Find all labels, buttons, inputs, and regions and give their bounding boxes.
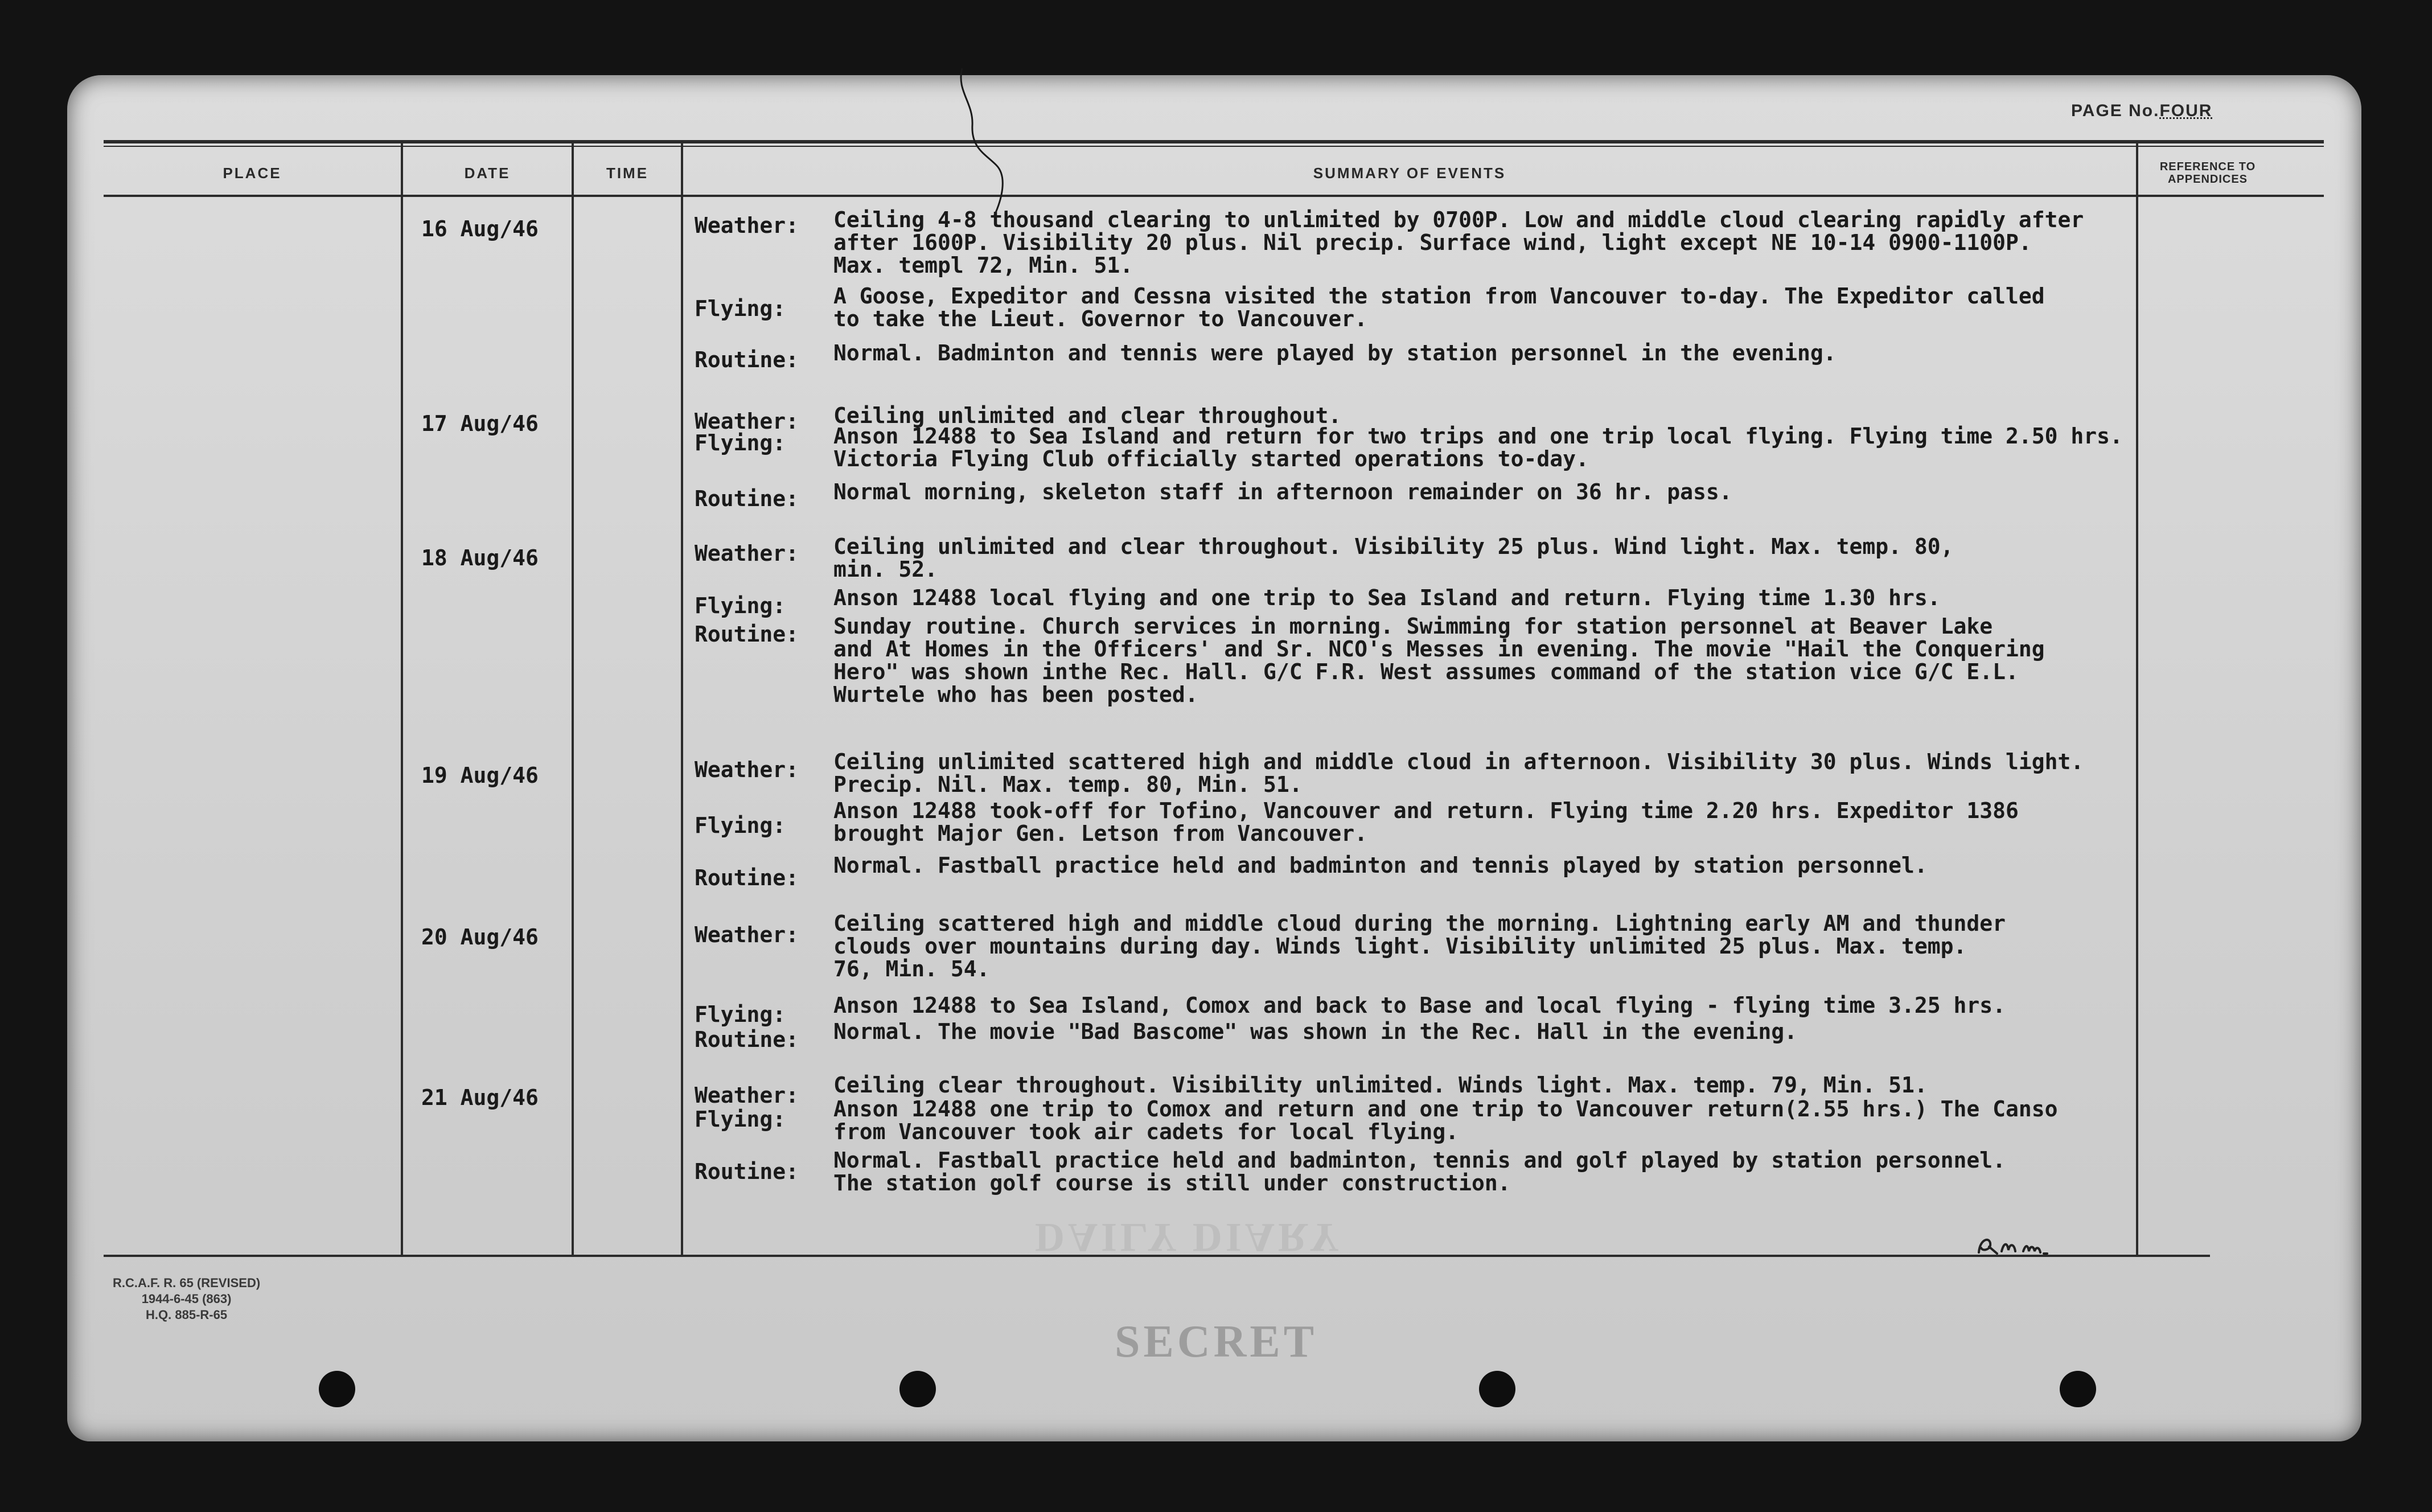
routine-label: Routine:: [695, 865, 799, 890]
routine-text: Sunday routine. Church services in morning. Swimming for station personnel at Beaver Lake and At Homes in the Officers' and Sr. NCO's Messes in evening. The movie "Hail the Conquering Hero" was shown inthe Rec. Hall. G/C F.R. West assumes command of the station vice G/C E.L. Wurtele who has been posted.: [833, 614, 2045, 707]
header-summary: SUMMARY OF EVENTS: [1313, 165, 1506, 182]
header-top-rule: [104, 140, 2324, 143]
weather-text: Ceiling unlimited and clear throughout. Visibility 25 plus. Wind light. Max. temp. 80, min. 52.: [833, 534, 1954, 582]
routine-label: Routine:: [695, 622, 799, 647]
weather-text: Ceiling unlimited and clear throughout.: [833, 403, 1342, 428]
form-print-date: 1944-6-45 (863): [141, 1292, 232, 1306]
entry-date: 16 Aug/46: [421, 216, 539, 241]
binder-hole: [319, 1371, 355, 1407]
binder-hole: [2060, 1371, 2096, 1407]
entry-date: 17 Aug/46: [421, 411, 539, 436]
flying-label: Flying:: [695, 813, 786, 838]
entry-date: 18 Aug/46: [421, 545, 539, 570]
form-identifier: [113, 1275, 260, 1323]
flying-text: Anson 12488 to Sea Island and return for two trips and one trip local flying. Flying time 2.50 hrs. Victoria Flying Club officially started operations to-day.: [833, 424, 2123, 471]
header-time: TIME: [606, 165, 649, 182]
flying-label: Flying:: [695, 430, 786, 455]
scan-artifact-thread: [939, 68, 1025, 239]
header-date: DATE: [464, 165, 511, 182]
routine-text: Normal. The movie "Bad Bascome" was shown in the Rec. Hall in the evening.: [833, 1019, 1797, 1044]
form-number: R.C.A.F. R. 65 (REVISED): [113, 1276, 261, 1290]
flying-label: Flying:: [695, 1002, 786, 1027]
flying-label: Flying:: [695, 1107, 786, 1132]
flying-text: Anson 12488 took-off for Tofino, Vancouver and return. Flying time 2.20 hrs. Expeditor 1386 brought Major Gen. Letson from Vancouver.: [833, 798, 2019, 846]
diary-card: [67, 75, 2361, 1441]
routine-label: Routine:: [695, 1159, 799, 1184]
weather-label: Weather:: [695, 409, 799, 434]
form-hq-number: H.Q. 885-R-65: [146, 1308, 228, 1322]
page-number-value: FOUR: [2159, 101, 2213, 120]
flying-label: Flying:: [695, 593, 786, 618]
weather-text: Ceiling unlimited scattered high and middle cloud in afternoon. Visibility 30 plus. Winds light. Precip. Nil. Max. temp. 80, Min. 51.: [833, 749, 2084, 797]
flying-label: Flying:: [695, 296, 786, 321]
weather-label: Weather:: [695, 1083, 799, 1108]
routine-text: Normal. Fastball practice held and badminton, tennis and golf played by station personnel. The station golf course is still under construction.: [833, 1148, 2006, 1195]
bleed-through-title: DAILY DIARY: [1035, 1215, 1343, 1260]
flying-text: Anson 12488 to Sea Island, Comox and back to Base and local flying - flying time 3.25 hrs.: [833, 993, 2006, 1018]
page-number-label: PAGE No.: [2071, 101, 2160, 120]
binder-hole: [899, 1371, 936, 1407]
weather-text: Ceiling scattered high and middle cloud during the morning. Lightning early AM and thunder clouds over mountains during day. Winds light. Visibility unlimited 25 plus. Max. temp. 76, Min. 54.: [833, 911, 2006, 981]
flying-text: Anson 12488 local flying and one trip to Sea Island and return. Flying time 1.30 hrs.: [833, 585, 1941, 610]
routine-label: Routine:: [695, 1027, 799, 1052]
weather-label: Weather:: [695, 541, 799, 566]
weather-text: Ceiling 4-8 thousand clearing to unlimited by 0700P. Low and middle cloud clearing rapidly after after 1600P. Visibility 20 plus. Nil precip. Surface wind, light except NE 10-14 0900-1100P. Max. templ 72, Min. 51.: [833, 207, 2084, 278]
weather-label: Weather:: [695, 213, 799, 238]
signature-initials: [1974, 1231, 2071, 1259]
entry-date: 19 Aug/46: [421, 763, 539, 788]
header-reference: REFERENCE TO APPENDICES: [2159, 161, 2256, 186]
flying-text: A Goose, Expeditor and Cessna visited the station from Vancouver to-day. The Expeditor called to take the Lieut. Governor to Vancouver.: [833, 284, 2045, 331]
routine-text: Normal morning, skeleton staff in afternoon remainder on 36 hr. pass.: [833, 479, 1732, 504]
routine-text: Normal. Fastball practice held and badminton and tennis played by station personnel.: [833, 853, 1928, 878]
secret-stamp: SECRET: [1115, 1317, 1318, 1367]
routine-text: Normal. Badminton and tennis were played by station personnel in the evening.: [833, 340, 1837, 365]
weather-label: Weather:: [695, 922, 799, 947]
column-rule-time: [681, 143, 683, 1257]
weather-label: Weather:: [695, 757, 799, 782]
routine-label: Routine:: [695, 347, 799, 372]
header-place: PLACE: [223, 165, 282, 182]
weather-text: Ceiling clear throughout. Visibility unlimited. Winds light. Max. temp. 79, Min. 51.: [833, 1073, 1928, 1098]
binder-hole: [1479, 1371, 1515, 1407]
flying-text: Anson 12488 one trip to Comox and return and one trip to Vancouver return(2.55 hrs.) The Canso from Vancouver took air cadets for local flying.: [833, 1096, 2058, 1144]
header-top-rule-2: [104, 146, 2324, 147]
column-rule-place: [401, 143, 403, 1257]
routine-label: Routine:: [695, 486, 799, 511]
entry-date: 21 Aug/46: [421, 1085, 539, 1110]
header-bottom-rule: [104, 195, 2324, 197]
entry-date: 20 Aug/46: [421, 925, 539, 950]
page-number: [2071, 101, 2212, 121]
